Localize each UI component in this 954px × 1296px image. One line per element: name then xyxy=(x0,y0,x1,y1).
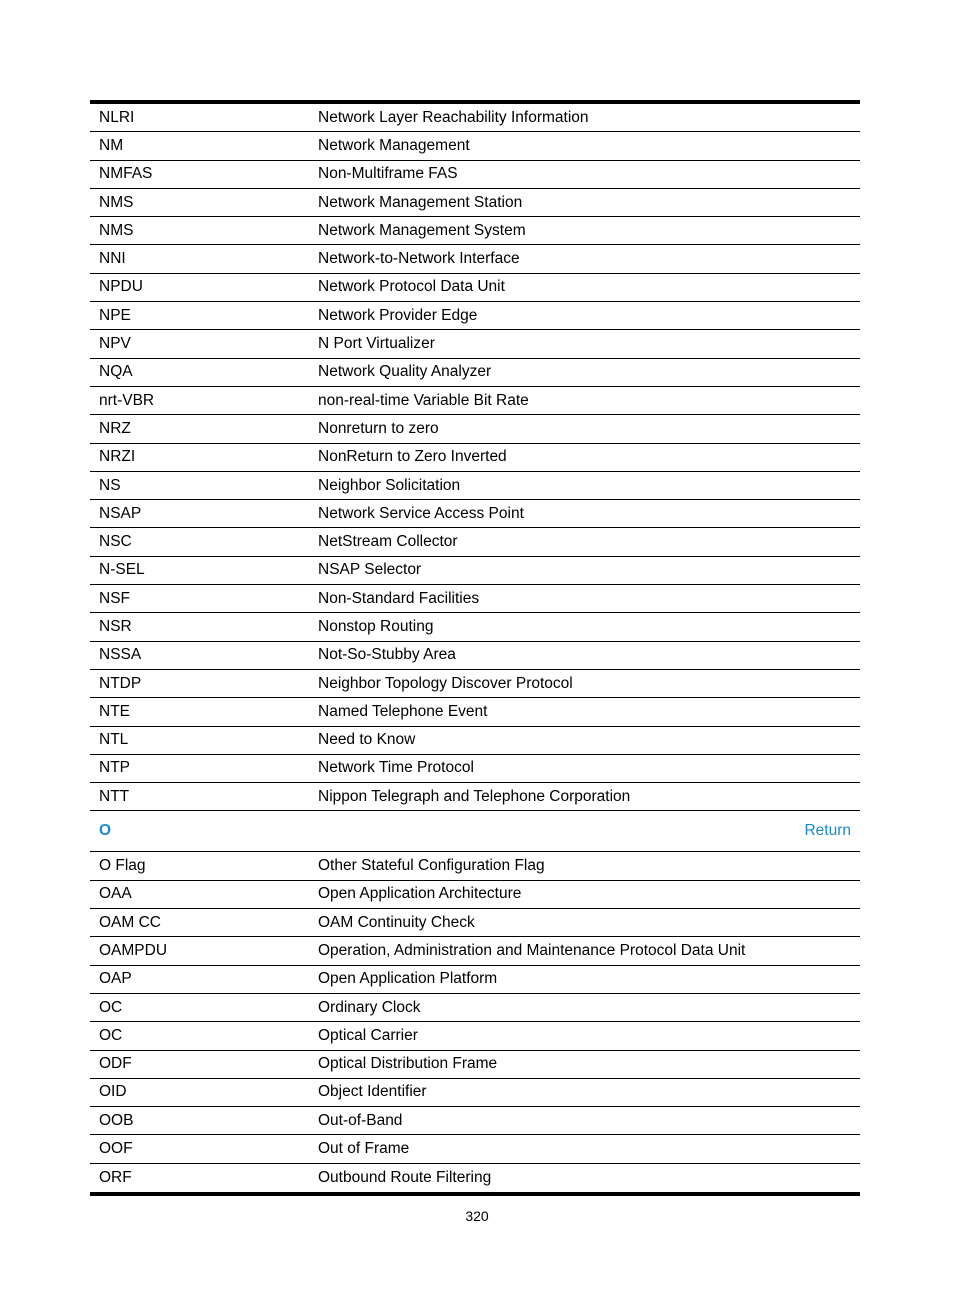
abbreviation-term: NTT xyxy=(99,787,130,805)
table-row xyxy=(90,994,860,1022)
abbreviation-definition: Need to Know xyxy=(318,731,416,749)
table-row xyxy=(90,1135,860,1163)
abbreviation-definition: Nonstop Routing xyxy=(318,617,434,635)
table-row xyxy=(90,500,860,528)
abbreviation-definition: Network Layer Reachability Information xyxy=(318,108,589,126)
abbreviation-definition: Network Management System xyxy=(318,221,526,239)
table-row xyxy=(90,302,860,330)
table-row xyxy=(90,670,860,698)
table-row xyxy=(90,1051,860,1079)
abbreviation-term: NMS xyxy=(99,221,134,239)
abbreviation-definition: Network Service Access Point xyxy=(318,504,524,522)
abbreviation-term: NTDP xyxy=(99,674,142,692)
abbreviation-term: NNI xyxy=(99,250,126,268)
abbreviation-term: NRZI xyxy=(99,448,136,466)
abbreviation-term: OAP xyxy=(99,970,132,988)
abbreviation-definition: Nonreturn to zero xyxy=(318,419,439,437)
abbreviation-term: NSSA xyxy=(99,646,142,664)
section-header-o xyxy=(90,811,860,852)
abbreviation-definition: Network-to-Network Interface xyxy=(318,250,520,268)
abbreviation-term: OAA xyxy=(99,885,132,903)
abbreviation-definition: Not-So-Stubby Area xyxy=(318,646,456,664)
abbreviation-term: NQA xyxy=(99,363,133,381)
abbreviation-term: OOB xyxy=(99,1111,134,1129)
abbreviation-definition: Neighbor Solicitation xyxy=(318,476,461,494)
abbreviation-term: NLRI xyxy=(99,108,135,126)
section-letter: O xyxy=(99,822,112,840)
table-row xyxy=(90,727,860,755)
abbreviation-term: ODF xyxy=(99,1055,132,1073)
table-row xyxy=(90,783,860,811)
abbreviation-term: OAM CC xyxy=(99,913,161,931)
table-row xyxy=(90,852,860,880)
table-row xyxy=(90,132,860,160)
abbreviation-term: NMFAS xyxy=(99,165,153,183)
abbreviation-definition: Open Application Architecture xyxy=(318,885,522,903)
abbreviation-group-n xyxy=(90,104,860,811)
abbreviation-term: NSAP xyxy=(99,504,142,522)
abbreviation-term: NTE xyxy=(99,702,130,720)
abbreviation-term: OC xyxy=(99,1026,123,1044)
abbreviation-definition: Neighbor Topology Discover Protocol xyxy=(318,674,573,692)
abbreviation-term: NRZ xyxy=(99,419,131,437)
abbreviation-definition: OAM Continuity Check xyxy=(318,913,475,931)
return-link[interactable]: Return xyxy=(804,822,851,840)
table-row xyxy=(90,189,860,217)
abbreviation-definition: Non-Multiframe FAS xyxy=(318,165,458,183)
abbreviation-definition: Out-of-Band xyxy=(318,1111,403,1129)
abbreviation-term: OAMPDU xyxy=(99,941,168,959)
table-row xyxy=(90,330,860,358)
abbreviation-definition: Ordinary Clock xyxy=(318,998,421,1016)
abbreviation-definition: Network Protocol Data Unit xyxy=(318,278,505,296)
table-row xyxy=(90,557,860,585)
abbreviation-term: N-SEL xyxy=(99,561,145,579)
abbreviation-definition: non-real-time Variable Bit Rate xyxy=(318,391,529,409)
abbreviation-term: OC xyxy=(99,998,123,1016)
abbreviation-table xyxy=(90,100,860,1196)
table-row xyxy=(90,1079,860,1107)
abbreviation-definition: NSAP Selector xyxy=(318,561,422,579)
table-row xyxy=(90,613,860,641)
table-row xyxy=(90,909,860,937)
abbreviation-definition: Network Provider Edge xyxy=(318,306,478,324)
table-row xyxy=(90,1022,860,1050)
table-row xyxy=(90,528,860,556)
abbreviation-definition: Network Quality Analyzer xyxy=(318,363,492,381)
abbreviation-term: nrt-VBR xyxy=(99,391,155,409)
abbreviation-definition: Object Identifier xyxy=(318,1083,427,1101)
abbreviation-term: NTL xyxy=(99,731,129,749)
table-row xyxy=(90,104,860,132)
table-row xyxy=(90,274,860,302)
abbreviation-term: NS xyxy=(99,476,121,494)
abbreviation-definition: Network Management xyxy=(318,136,470,154)
abbreviation-term: OID xyxy=(99,1083,127,1101)
table-row xyxy=(90,359,860,387)
abbreviation-definition: Other Stateful Configuration Flag xyxy=(318,857,545,875)
abbreviation-definition: Operation, Administration and Maintenance Protocol Data Unit xyxy=(318,941,746,959)
abbreviation-term: O Flag xyxy=(99,857,146,875)
abbreviation-term: NSR xyxy=(99,617,132,635)
table-row xyxy=(90,698,860,726)
abbreviation-definition: NonReturn to Zero Inverted xyxy=(318,448,507,466)
table-row xyxy=(90,755,860,783)
abbreviation-term: NM xyxy=(99,136,124,154)
abbreviation-definition: NetStream Collector xyxy=(318,533,458,551)
abbreviation-definition: Network Time Protocol xyxy=(318,759,474,777)
table-row xyxy=(90,937,860,965)
page-number: 320 xyxy=(465,1208,489,1224)
abbreviation-definition: Non-Standard Facilities xyxy=(318,589,480,607)
table-row xyxy=(90,387,860,415)
abbreviation-term: NTP xyxy=(99,759,130,777)
abbreviation-definition: Named Telephone Event xyxy=(318,702,488,720)
table-row xyxy=(90,245,860,273)
abbreviation-definition: Out of Frame xyxy=(318,1140,410,1158)
table-row xyxy=(90,881,860,909)
abbreviation-term: OOF xyxy=(99,1140,133,1158)
table-row xyxy=(90,217,860,245)
abbreviation-definition: Optical Distribution Frame xyxy=(318,1055,498,1073)
abbreviation-definition: Outbound Route Filtering xyxy=(318,1168,492,1186)
abbreviation-definition: Optical Carrier xyxy=(318,1026,418,1044)
table-row xyxy=(90,1164,860,1192)
table-row xyxy=(90,642,860,670)
abbreviation-term: NMS xyxy=(99,193,134,211)
abbreviation-definition: Nippon Telegraph and Telephone Corporation xyxy=(318,787,631,805)
table-row xyxy=(90,444,860,472)
table-row xyxy=(90,1107,860,1135)
abbreviation-term: NSC xyxy=(99,533,132,551)
abbreviation-definition: N Port Virtualizer xyxy=(318,335,435,353)
table-row xyxy=(90,415,860,443)
table-row xyxy=(90,585,860,613)
abbreviation-definition: Network Management Station xyxy=(318,193,523,211)
abbreviation-group-o xyxy=(90,852,860,1192)
abbreviation-term: NPDU xyxy=(99,278,143,296)
abbreviation-term: NPV xyxy=(99,335,131,353)
table-row xyxy=(90,472,860,500)
abbreviation-term: NPE xyxy=(99,306,131,324)
abbreviation-definition: Open Application Platform xyxy=(318,970,498,988)
abbreviation-term: ORF xyxy=(99,1168,132,1186)
table-row xyxy=(90,966,860,994)
abbreviation-term: NSF xyxy=(99,589,130,607)
table-row xyxy=(90,161,860,189)
